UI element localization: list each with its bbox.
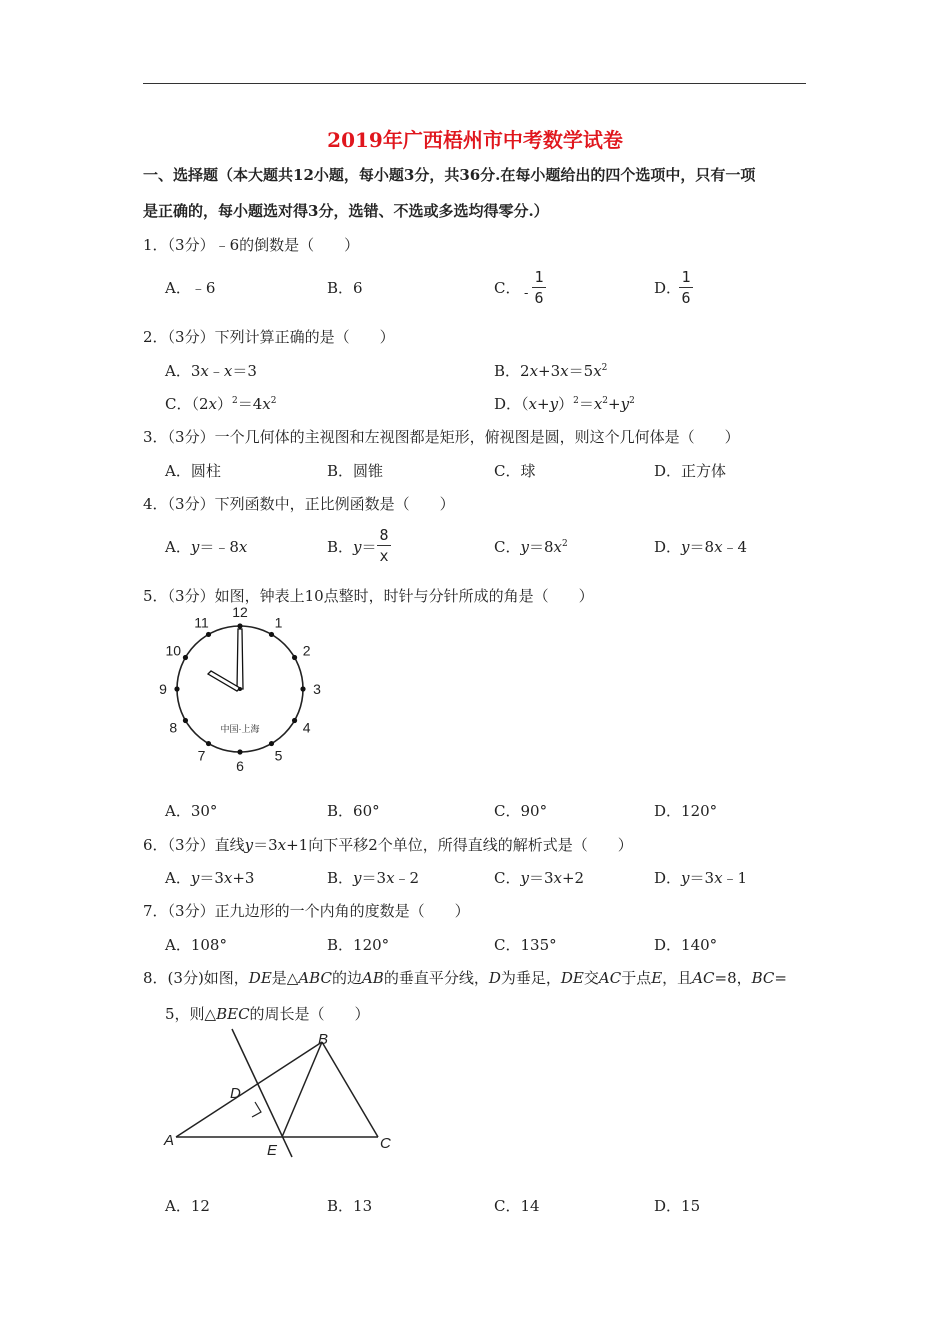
q8-text: 为垂足， bbox=[500, 969, 561, 987]
fraction-numerator: 1 bbox=[534, 268, 544, 286]
fraction-bar bbox=[532, 287, 546, 288]
clock-tick-dot bbox=[206, 632, 211, 637]
q5-option-d: D．120° bbox=[654, 802, 718, 820]
q6-stem-prefix: 6．（3分）直线 bbox=[143, 836, 245, 854]
section-heading-line2: 是正确的，每小题选对得3分，选错、不选或多选均得零分.） bbox=[143, 202, 549, 220]
clock-tick-dot bbox=[206, 741, 211, 746]
q2-option-c: C．$(2x)^2=4x^2$ bbox=[165, 395, 277, 413]
clock-numeral: 10 bbox=[165, 642, 182, 659]
q8-option-a: A．12 bbox=[165, 1197, 210, 1215]
clock-numeral: 7 bbox=[197, 747, 206, 764]
q6-option-a: A．y＝3x+3 bbox=[165, 869, 255, 887]
clock-tick-dot bbox=[183, 655, 188, 660]
clock-numeral: 12 bbox=[232, 605, 248, 620]
q5-option-b: B．60° bbox=[327, 802, 380, 820]
question-3-stem: 3．（3分）一个几何体的主视图和左视图都是矩形，俯视图是圆，则这个几何体是（ ） bbox=[143, 428, 740, 446]
question-6-stem: 6．（3分）直线y＝3x+1向下平移2个单位，所得直线的解析式是（ ） bbox=[143, 836, 633, 854]
q8-text: 交 bbox=[583, 969, 599, 987]
q7-option-b: B．120° bbox=[327, 936, 390, 954]
perpendicular-bisector-de bbox=[232, 1029, 292, 1157]
clock-numeral: 8 bbox=[169, 719, 178, 736]
question-1-stem: 1．（3分）﹣6的倒数是（ ） bbox=[143, 236, 360, 254]
q8-var: BEC bbox=[216, 1005, 250, 1023]
label-c: C bbox=[380, 1135, 391, 1152]
q8-text: 是△ bbox=[271, 969, 299, 987]
q8-option-d: D．15 bbox=[654, 1197, 701, 1215]
q6-option-d: D．y＝3x﹣1 bbox=[654, 869, 748, 887]
clock-numeral: 5 bbox=[274, 747, 283, 764]
clock-numeral: 9 bbox=[159, 681, 167, 697]
page-title: 2019年广西梧州市中考数学试卷 bbox=[327, 128, 623, 152]
minute-hand bbox=[237, 629, 243, 689]
q7-option-a: A．108° bbox=[165, 936, 227, 954]
q8-var: AC bbox=[598, 969, 622, 987]
q5-option-a: A．30° bbox=[165, 802, 218, 820]
clock-numeral: 6 bbox=[236, 758, 244, 774]
q8-text: =8， bbox=[714, 969, 752, 987]
q2-option-a: A．3x﹣x＝3 bbox=[165, 362, 257, 380]
q8-text: 8．(3分)如图， bbox=[143, 969, 249, 987]
clock-brand: 中国·上海 bbox=[220, 724, 260, 734]
q7-option-c: C．135° bbox=[494, 936, 557, 954]
section-heading-line1: 一、选择题（本大题共12小题，每小题3分，共36分.在每小题给出的四个选项中，只有一项 bbox=[143, 166, 756, 184]
q1-option-c: C． bbox=[494, 279, 521, 297]
hour-hand bbox=[208, 671, 240, 691]
fraction-bar bbox=[377, 545, 391, 546]
clock-numeral: 4 bbox=[302, 719, 311, 736]
q1-option-d-fraction bbox=[679, 268, 693, 307]
q4-option-b: B．y＝ bbox=[327, 538, 377, 556]
right-angle-mark bbox=[252, 1102, 261, 1117]
q1-option-c-fraction bbox=[532, 268, 546, 307]
label-d: D bbox=[230, 1085, 241, 1102]
clock-center bbox=[238, 687, 242, 691]
question-7-stem: 7．（3分）正九边形的一个内角的度数是（ ） bbox=[143, 902, 470, 920]
clock-tick-dot bbox=[237, 623, 242, 628]
clock-figure bbox=[158, 605, 323, 775]
q8-var: ABC bbox=[298, 969, 332, 987]
clock-tick-dot bbox=[237, 749, 242, 754]
fraction-denominator: x bbox=[379, 547, 389, 565]
q2-option-d: D．$(x+y)^2=x^2+y^2$ bbox=[494, 395, 635, 413]
q8-var: E bbox=[651, 969, 663, 987]
label-a: A bbox=[164, 1132, 175, 1149]
q8-var: DE bbox=[248, 969, 272, 987]
fraction-bar bbox=[679, 287, 693, 288]
q1-option-d: D． bbox=[654, 279, 682, 297]
question-5-stem: 5．（3分）如图，钟表上10点整时，时针与分针所成的角是（ ） bbox=[143, 587, 594, 605]
q3-option-a: A．圆柱 bbox=[165, 462, 221, 480]
q8-var: AC bbox=[692, 969, 715, 987]
fraction-numerator: 8 bbox=[379, 526, 389, 544]
fraction-denominator: 6 bbox=[534, 289, 544, 307]
clock-tick-dot bbox=[183, 718, 188, 723]
question-2-stem: 2．（3分）下列计算正确的是（ ） bbox=[143, 328, 395, 346]
triangle-figure bbox=[158, 1025, 403, 1165]
q8-text: 5，则△ bbox=[165, 1005, 217, 1023]
q8-text: 的边 bbox=[331, 969, 362, 987]
clock-numeral: 3 bbox=[313, 681, 321, 697]
q8-option-c: C．14 bbox=[494, 1197, 540, 1215]
segment-be bbox=[282, 1042, 322, 1137]
q6-stem-suffix: 向下平移2个单位，所得直线的解析式是（ ） bbox=[308, 836, 633, 854]
q4-option-c: C．$y=8x^2$ bbox=[494, 538, 568, 556]
q8-text: 的周长是（ ） bbox=[249, 1005, 370, 1023]
q8-var: BC bbox=[751, 969, 775, 987]
q8-option-b: B．13 bbox=[327, 1197, 373, 1215]
q5-option-c: C．90° bbox=[494, 802, 548, 820]
side-ab bbox=[176, 1042, 322, 1137]
q3-option-d: D．正方体 bbox=[654, 462, 727, 480]
q4-option-d: D．y＝8x﹣4 bbox=[654, 538, 748, 556]
label-b: B bbox=[318, 1031, 329, 1048]
clock-tick-dot bbox=[269, 632, 274, 637]
fraction-numerator: 1 bbox=[681, 268, 691, 286]
clock-numeral: 11 bbox=[194, 614, 209, 631]
q4-option-b-fraction bbox=[377, 526, 391, 565]
q8-text: 于点 bbox=[621, 969, 652, 987]
q6-option-b: B．y＝3x﹣2 bbox=[327, 869, 420, 887]
q3-option-c: C．球 bbox=[494, 462, 536, 480]
side-bc bbox=[322, 1042, 378, 1137]
clock-tick-dot bbox=[269, 741, 274, 746]
q8-var: D bbox=[488, 969, 501, 987]
question-4-stem: 4．（3分）下列函数中，正比例函数是（ ） bbox=[143, 495, 455, 513]
q1-option-c-minus: - bbox=[524, 286, 529, 301]
q8-text: 的垂直平分线， bbox=[383, 969, 489, 987]
q8-text: ，且 bbox=[662, 969, 693, 987]
q6-option-c: C．y＝3x+2 bbox=[494, 869, 585, 887]
question-8-stem-line2 bbox=[165, 1003, 370, 1024]
clock-numeral: 1 bbox=[274, 614, 283, 631]
q4-option-a: A．y＝﹣8x bbox=[165, 538, 248, 556]
q2-option-b: B．$2x+3x=5x^2$ bbox=[494, 362, 608, 380]
q3-option-b: B．圆锥 bbox=[327, 462, 384, 480]
label-e: E bbox=[267, 1142, 278, 1159]
header-rule bbox=[143, 83, 806, 84]
clock-tick-dot bbox=[174, 686, 179, 691]
clock-tick-dot bbox=[292, 655, 297, 660]
question-8-stem-line1 bbox=[143, 967, 787, 988]
q8-text: = bbox=[774, 969, 787, 987]
clock-tick-dot bbox=[292, 718, 297, 723]
clock-tick-dot bbox=[300, 686, 305, 691]
clock-numeral: 2 bbox=[302, 642, 311, 659]
q7-option-d: D．140° bbox=[654, 936, 718, 954]
fraction-denominator: 6 bbox=[681, 289, 691, 307]
q8-var: DE bbox=[560, 969, 584, 987]
q1-option-b: B．6 bbox=[327, 279, 363, 297]
q1-option-a: A．﹣6 bbox=[165, 279, 216, 297]
q8-var: AB bbox=[361, 969, 384, 987]
